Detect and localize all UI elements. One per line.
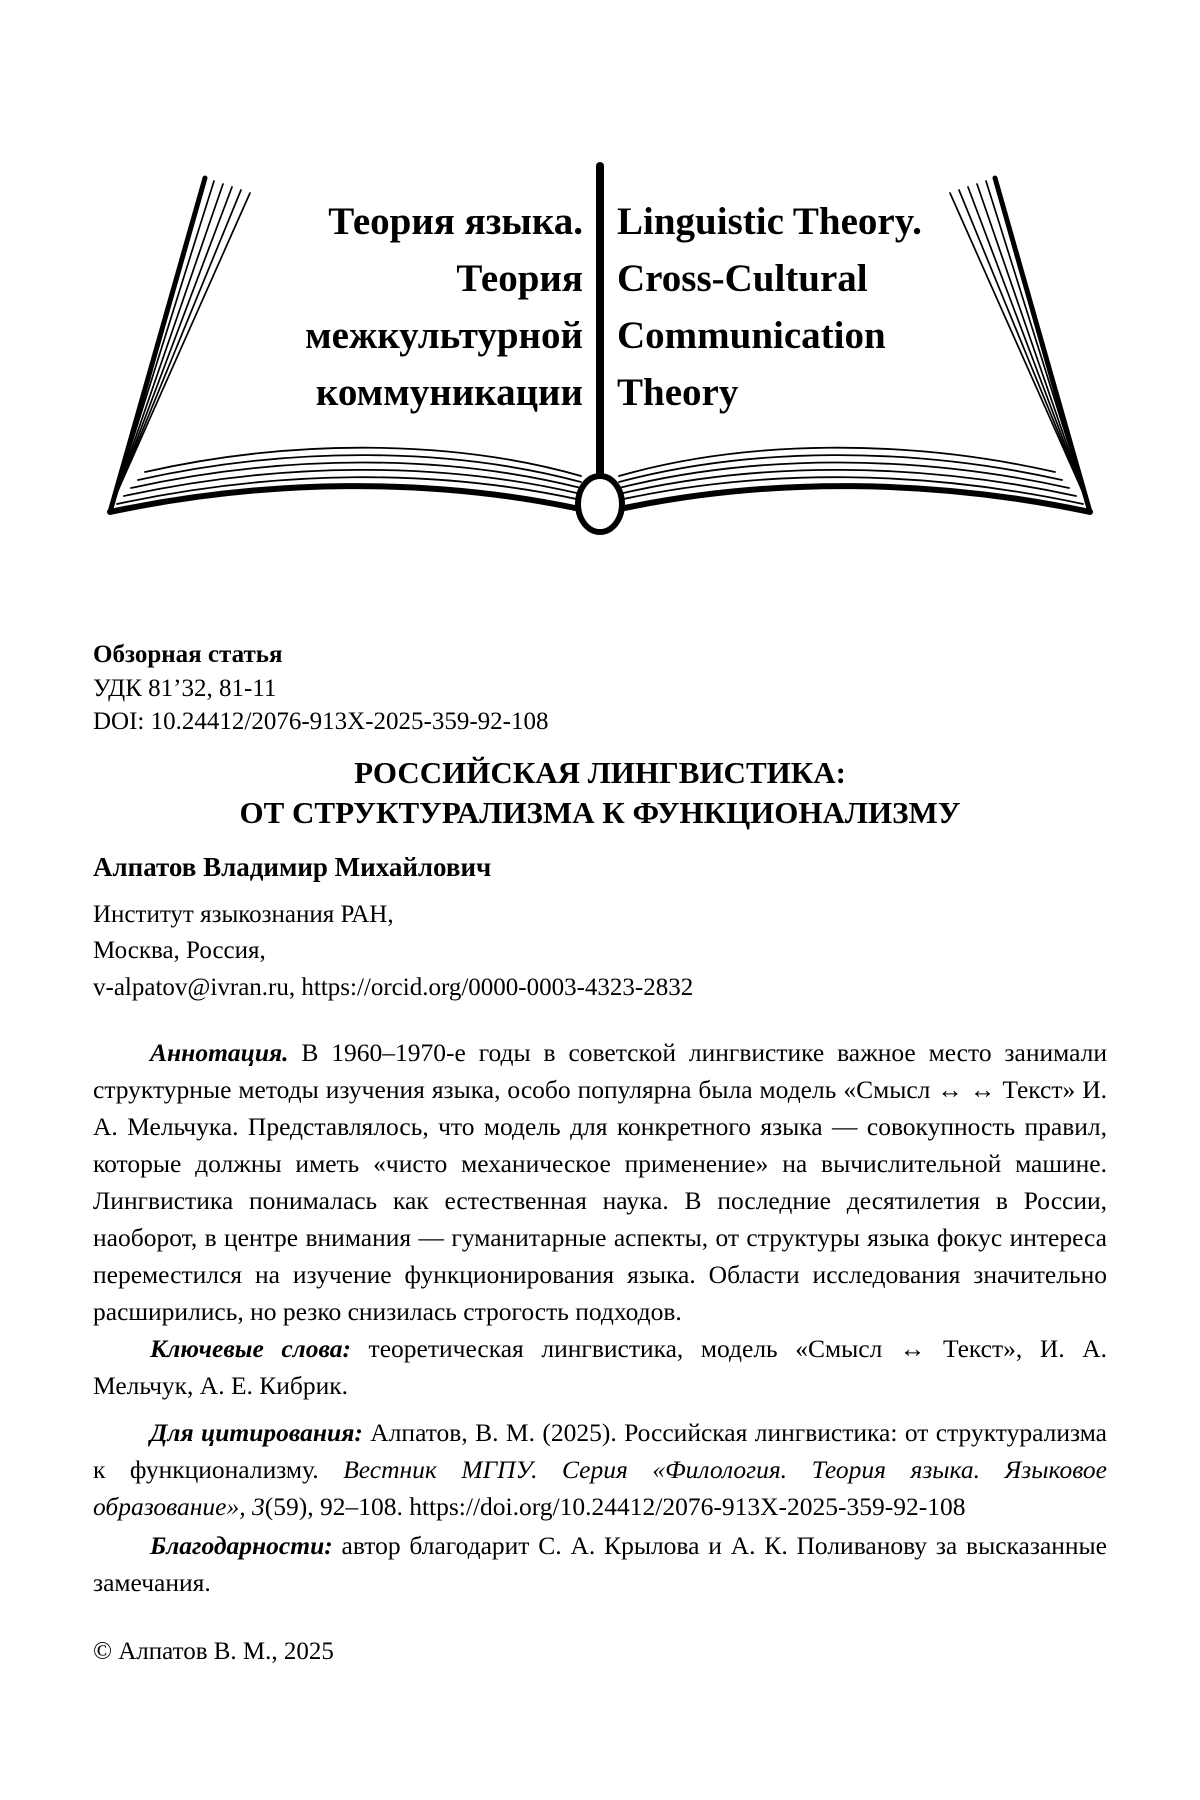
article-type-label: Обзорная статья — [93, 641, 283, 668]
copyright-line: © Алпатов В. М., 2025 — [93, 1638, 334, 1665]
abstract-paragraph — [93, 1034, 1107, 1330]
citation-pages: (59), 92–108. — [264, 1492, 410, 1521]
citation-text: Алпатов, В. М. (2025). Российская лингвистика: от структурализма к функционализму. — [93, 1418, 1107, 1484]
citation-paragraph — [93, 1414, 1107, 1525]
acknowledgments-text: автор благодарит С. А. Крылова и А. К. Поливанову за высказанные замечания. — [93, 1531, 1107, 1597]
article-meta — [93, 638, 1107, 739]
article-content — [93, 0, 1107, 1668]
author-name: Алпатов Владимир Михайлович — [93, 851, 492, 882]
author-city: Москва, Россия, — [93, 937, 266, 964]
keywords-text: теоретическая лингвистика, модель «Смысл ↔ Текст», И. А. Мельчук, А. Е. Кибрик. — [93, 1334, 1107, 1400]
article-title-line1: РОССИЙСКАЯ ЛИНГВИСТИКА: — [354, 754, 846, 790]
abstract-label: Аннотация. — [150, 1038, 289, 1067]
keywords-paragraph — [93, 1330, 1107, 1404]
article-title-line2: ОТ СТРУКТУРАЛИЗМА К ФУНКЦИОНАЛИЗМУ — [239, 794, 961, 830]
logo-line: Linguistic Theory. — [617, 200, 922, 243]
logo-line: Cross-Cultural — [617, 257, 868, 300]
logo-line: Теория — [456, 257, 583, 300]
author-affiliation: Институт языкознания РАН, — [93, 900, 394, 928]
citation-label: Для цитирования: — [150, 1418, 363, 1447]
abstract-text: В 1960–1970-е годы в советской лингвистике важное место занимали структурные методы изучения языка, особо популярна была модель «Смысл ↔ ↔ Текст» И. А. Мельчука. Представлялось, что модель для конкретного языка — совокупность правил, которые должны иметь «чисто механическое применение» на вычислительной машине. Лингвистика понималась как естественная наука. В последние десятилетия в России, наоборот, в центре внимания — гуманитарные аспекты, от структуры языка фокус интереса переместился на изучение функционирования языка. Области исследования значительно расширились, но резко снизилась строгость подходов. — [93, 1038, 1107, 1326]
logo-line: Теория языка. — [328, 200, 583, 243]
citation-doi-link[interactable]: https://doi.org/10.24412/2076-913X-2025-359-92-108 — [409, 1492, 966, 1521]
udc-code: УДК 81’32, 81-11 — [93, 674, 277, 702]
citation-journal-italic: Вестник МГПУ. Серия «Филология. Теория языка. Языковое образование», 3 — [93, 1455, 1108, 1521]
logo-line: коммуникации — [315, 371, 583, 414]
author-affiliation-block — [93, 897, 1107, 1007]
logo-line: Communication — [617, 314, 886, 357]
logo-line: межкультурной — [305, 314, 583, 357]
author-contacts[interactable]: v-alpatov@ivran.ru, https://orcid.org/0000-0003-4323-2832 — [93, 973, 694, 1001]
acknowledgments-paragraph — [93, 1527, 1107, 1601]
doi-line: DOI: 10.24412/2076-913X-2025-359-92-108 — [93, 708, 549, 735]
acknowledgments-label: Благодарности: — [150, 1531, 333, 1560]
keywords-label: Ключевые слова: — [150, 1334, 351, 1363]
logo-line: Theory — [617, 371, 739, 414]
article-title — [93, 753, 1107, 833]
